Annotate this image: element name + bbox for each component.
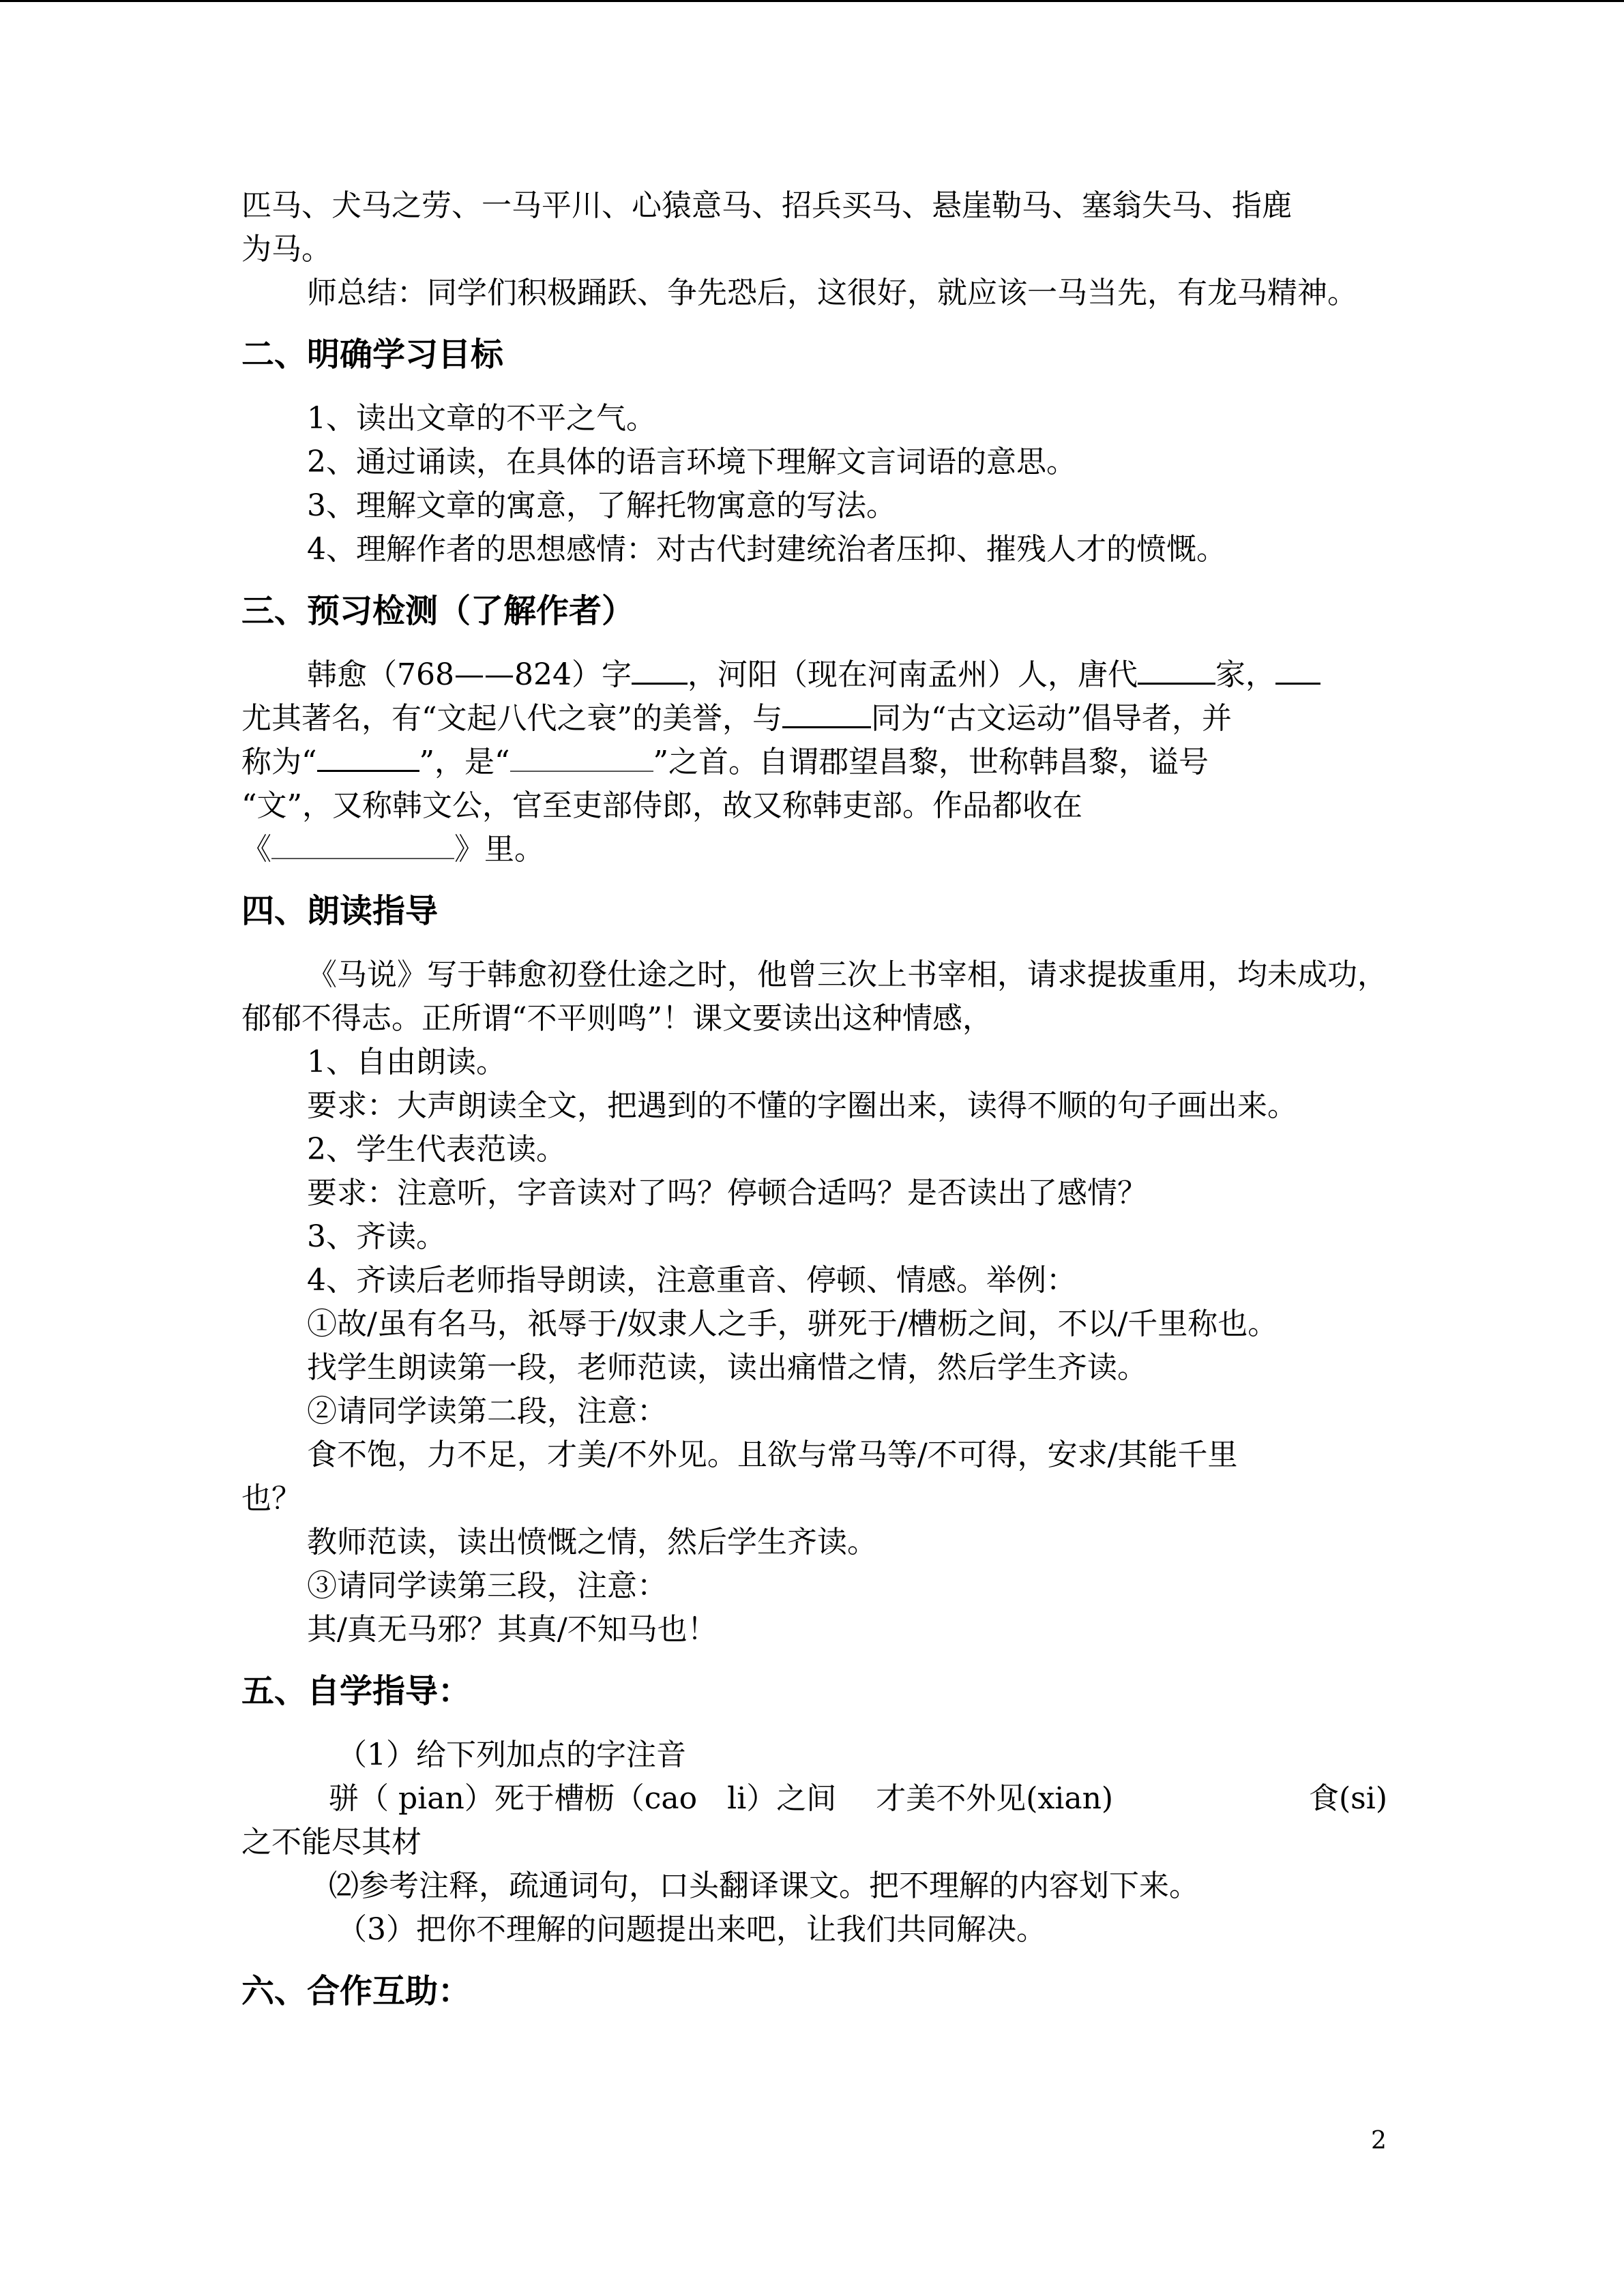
self-study-item: （3）把你不理解的问题提出来吧，让我们共同解决。 <box>337 1912 1046 1947</box>
teacher-summary: 师总结：同学们积极踊跃、争先恐后，这很好，就应该一马当先，有龙马精神。 <box>307 275 1357 310</box>
goal-item: 3、理解文章的寓意，了解托物寓意的写法。 <box>307 488 896 523</box>
fill-text: 家， <box>1215 657 1275 692</box>
goal-item: 2、通过诵读，在具体的语言环境下理解文言词语的意思。 <box>307 445 1076 479</box>
fill-text: ”，是“ <box>419 745 510 779</box>
fill-text: “文”，又称韩文公，官至吏部侍郎，故又称韩吏部。作品都收在 <box>241 788 1082 823</box>
fill-text: ”之首。自谓郡望昌黎，世称韩昌黎，谥号 <box>653 745 1209 779</box>
goal-item: 4、理解作者的思想感情：对古代封建统治者压抑、摧残人才的愤慨。 <box>307 532 1226 567</box>
fill-text: 》里。 <box>454 832 544 867</box>
document-page <box>241 184 1387 2033</box>
reading-step: 2、学生代表范读。 <box>307 1132 566 1167</box>
page-number: 2 <box>1371 2127 1387 2155</box>
reading-step: 找学生朗读第一段，老师范读，读出痛惜之情，然后学生齐读。 <box>307 1350 1147 1385</box>
reading-step: 要求：大声朗读全文，把遇到的不懂的字圈出来，读得不顺的句子画出来。 <box>307 1088 1297 1123</box>
fill-text: 韩愈（768——824）字 <box>307 657 632 692</box>
pinyin-wrap: 之不能尽其材 <box>241 1825 422 1860</box>
top-border-line <box>0 0 1624 2</box>
self-study-item: ⑵参考注释，疏通词句，口头翻译课文。把不理解的内容划下来。 <box>329 1868 1199 1903</box>
section-heading-preview: 三、预习检测（了解作者） <box>241 592 635 630</box>
idioms-line-1: 匹马、犬马之劳、一马平川、心猿意马、招兵买马、悬崖勒马、塞翁失马、指鹿 <box>241 188 1292 223</box>
fill-text: 称为“ <box>241 745 317 779</box>
reading-intro: 《马说》写于韩愈初登仕途之时，他曾三次上书宰相，请求提拔重用，均未成功，郁郁不得志。正所谓“不平则鸣”！课文要读出这种情感， <box>241 957 1387 1036</box>
reading-example: 食不饱，力不足，才美/不外见。且欲与常马等/不可得，安求/其能千里 <box>307 1437 1238 1472</box>
fill-text: 尤其著名，有“文起八代之衰”的美誉，与 <box>241 701 782 736</box>
reading-step: 要求：注意听，字音读对了吗？停顿合适吗？是否读出了感情？ <box>307 1176 1147 1210</box>
reading-step: 教师范读，读出愤慨之情，然后学生齐读。 <box>307 1525 877 1560</box>
fill-blank-collection[interactable] <box>271 831 454 859</box>
reading-example: ③请同学读第三段，注意： <box>307 1568 667 1603</box>
pinyin-line <box>241 1777 1387 1821</box>
reading-step: 3、齐读。 <box>307 1219 446 1254</box>
reading-step: 4、齐读后老师指导朗读，注意重音、停顿、情感。举例： <box>307 1263 1076 1298</box>
section-heading-reading: 四、朗读指导 <box>241 892 439 930</box>
pinyin-exercise-end: 食(si) <box>1309 1781 1387 1816</box>
fill-blank-profession[interactable] <box>1138 655 1215 685</box>
reading-example: ①故/虽有名马，祇辱于/奴隶人之手，骈死于/槽枥之间，不以/千里称也。 <box>307 1307 1278 1341</box>
fill-blank-group[interactable] <box>510 743 653 772</box>
reading-example: 其/真无马邪？其真/不知马也！ <box>307 1612 718 1647</box>
section-heading-cooperation: 六、合作互助： <box>241 1972 471 2010</box>
fill-blank-peer[interactable] <box>782 699 871 728</box>
section-heading-self-study: 五、自学指导： <box>241 1672 471 1710</box>
fill-text: ，河阳（现在河南孟州）人，唐代 <box>687 657 1138 692</box>
fill-text: 《 <box>241 832 271 867</box>
pinyin-exercise: 骈（ pian）死于槽枥（cao li）之间 才美不外见(xian) <box>329 1781 1114 1816</box>
fill-blank-title[interactable] <box>317 743 419 772</box>
section-heading-goals: 二、明确学习目标 <box>241 336 504 374</box>
reading-example-wrap: 也？ <box>241 1481 301 1516</box>
goal-item: 1、读出文章的不平之气。 <box>307 401 656 436</box>
idioms-line-2: 为马。 <box>241 232 331 267</box>
reading-step: 1、自由朗读。 <box>307 1045 506 1079</box>
author-fill-in-paragraph <box>241 653 1387 871</box>
reading-example: ②请同学读第二段，注意： <box>307 1394 667 1429</box>
self-study-item: （1）给下列加点的字注音 <box>337 1738 686 1772</box>
fill-blank-genre[interactable] <box>1275 655 1320 685</box>
fill-text: 同为“古文运动”倡导者，并 <box>871 701 1232 736</box>
fill-blank-courtesy-name[interactable] <box>632 655 688 685</box>
